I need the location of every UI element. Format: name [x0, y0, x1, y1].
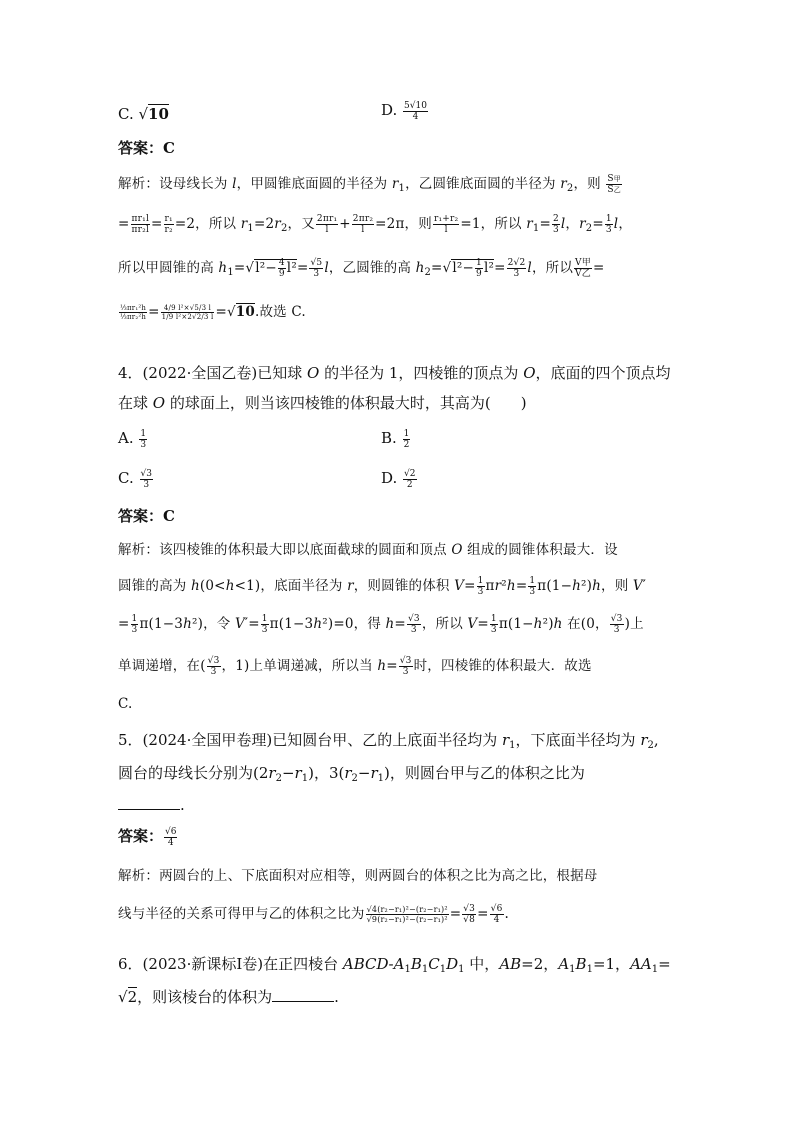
q5-stem-line3: . [118, 795, 688, 815]
q3-solution-line4: $\frac{\text{⅓πr₁²h}}{\text{⅓πr₂²h}}$ = $\frac{\text{4/9 l²×√5/3 l}}{\text{1/9 l²×2√2/3 l}}$ =√10.故选 C. [120, 304, 306, 321]
q3-option-d: D. $\frac{5√10}{4}$ [381, 100, 427, 122]
q3-solution-line2: = $\frac{\text{πr₁l}}{\text{πr₂l}}$ = $\frac{\text{r₁}}{\text{r₂}}$ =2，所以 $r_1=2r_2$，又 $\frac{\text{2πr₁}}{l}$ + $\frac{\text{2πr₂}}{l}$ =2π，则 $\frac{\text{r₁+r₂}}{l}$ =1，所以 $r_1=$ $\frac{2}{3}$ l，$r_2=$ $\frac{1}{3}$ l， [118, 214, 633, 235]
q4-stem-line1: 4．(2022·全国乙卷)已知球 O 的半径为 1，四棱锥的顶点为 O，底面的四个顶点均 [118, 364, 671, 382]
q3-solution-line3: 所以甲圆锥的高 $h_1=√l^2-$ $\frac{4}{9}$ l²= $\frac{√5}{3}$ l，乙圆锥的高 $h_2=√l^2-$ $\frac{1}{9}$ l²= $\frac{2√2}{3}$ l，所以 $\frac{\text{V甲}}{\text{V乙}}$ = [118, 258, 605, 279]
q4-option-b: B. $\frac{1}{2}$ [381, 428, 410, 450]
q3-option-c: C. √10 [118, 105, 169, 123]
q3-solution-line1: 解析：设母线长为 l，甲圆锥底面圆的半径为 $r_1$，乙圆锥底面圆的半径为 $r_2$，则 $\frac{\text{S甲}}{\text{S乙}}$ [118, 174, 621, 195]
q4-option-c: C. $\frac{√3}{3}$ [118, 468, 152, 490]
q6-stem-line2: √2，则该棱台的体积为 . [118, 988, 339, 1006]
q5-solution-line1: 解析：两圆台的上、下底面积对应相等，则两圆台的体积之比为高之比，根据母 [118, 868, 598, 884]
q6-stem-line1: 6．(2023·新课标Ⅰ卷)在正四棱台 ABCD-$A_1B_1C_1D_1$ 中，AB=2，$A_1B_1=1$，$AA_1=$ [118, 955, 671, 975]
q5-solution-line2: 线与半径的关系可得甲与乙的体积之比为 $\frac{\text{√4(r₂−r₁)²−(r₂−r₁)²}}{\text{√9(r₂−r₁)²−(r₂−r₁)²}}$ = $\frac{√3}{√8}$ = $\frac{√6}{4}$ . [118, 904, 510, 925]
q5-stem-line1: 5．(2024·全国甲卷理)已知圆台甲、乙的上底面半径均为 $r_1$，下底面半径均为 $r_2$, [118, 731, 659, 751]
q4-solution-line2: 圆锥的高为 h(0<h<1)，底面半径为 r，则圆锥的体积 V= $\frac{1}{3}$ πr²h= $\frac{1}{3}$ π(1−h²)h，则 V′ [118, 576, 647, 597]
q4-solution-line4: 单调递增，在( $\frac{√3}{3}$ ，1)上单调递减，所以当 h= $\frac{√3}{3}$ 时，四棱锥的体积最大．故选 [118, 656, 592, 677]
q3-answer: 答案：C [118, 139, 175, 157]
q4-solution-line3: = $\frac{1}{3}$ π(1−3h²)，令 V′= $\frac{1}{3}$ π(1−3h²)=0，得 h= $\frac{√3}{3}$ ，所以 V= $\frac{1}{3}$ π(1−h²)h 在(0， $\frac{√3}{3}$ )上 [118, 614, 644, 635]
q4-option-a: A. $\frac{1}{3}$ [118, 428, 147, 450]
q5-answer-blank[interactable] [118, 795, 180, 810]
q4-solution-line5: C. [118, 696, 133, 712]
q5-stem-line2: 圆台的母线长分别为$(2r_2-r_1)$，$3(r_2-r_1)$，则圆台甲与乙的体积之比为 [118, 764, 585, 784]
q4-option-d: D. $\frac{√2}{2}$ [381, 468, 416, 490]
q4-solution-line1: 解析：该四棱锥的体积最大即以底面截球的圆面和顶点 O 组成的圆锥体积最大．设 [118, 542, 618, 558]
q4-stem-line2: 在球 O 的球面上，则当该四棱锥的体积最大时，其高为( ) [118, 394, 527, 412]
q6-answer-blank[interactable] [272, 987, 334, 1002]
q5-answer: 答案： $\frac{√6}{4}$ [118, 826, 177, 848]
q4-answer: 答案：C [118, 507, 175, 525]
